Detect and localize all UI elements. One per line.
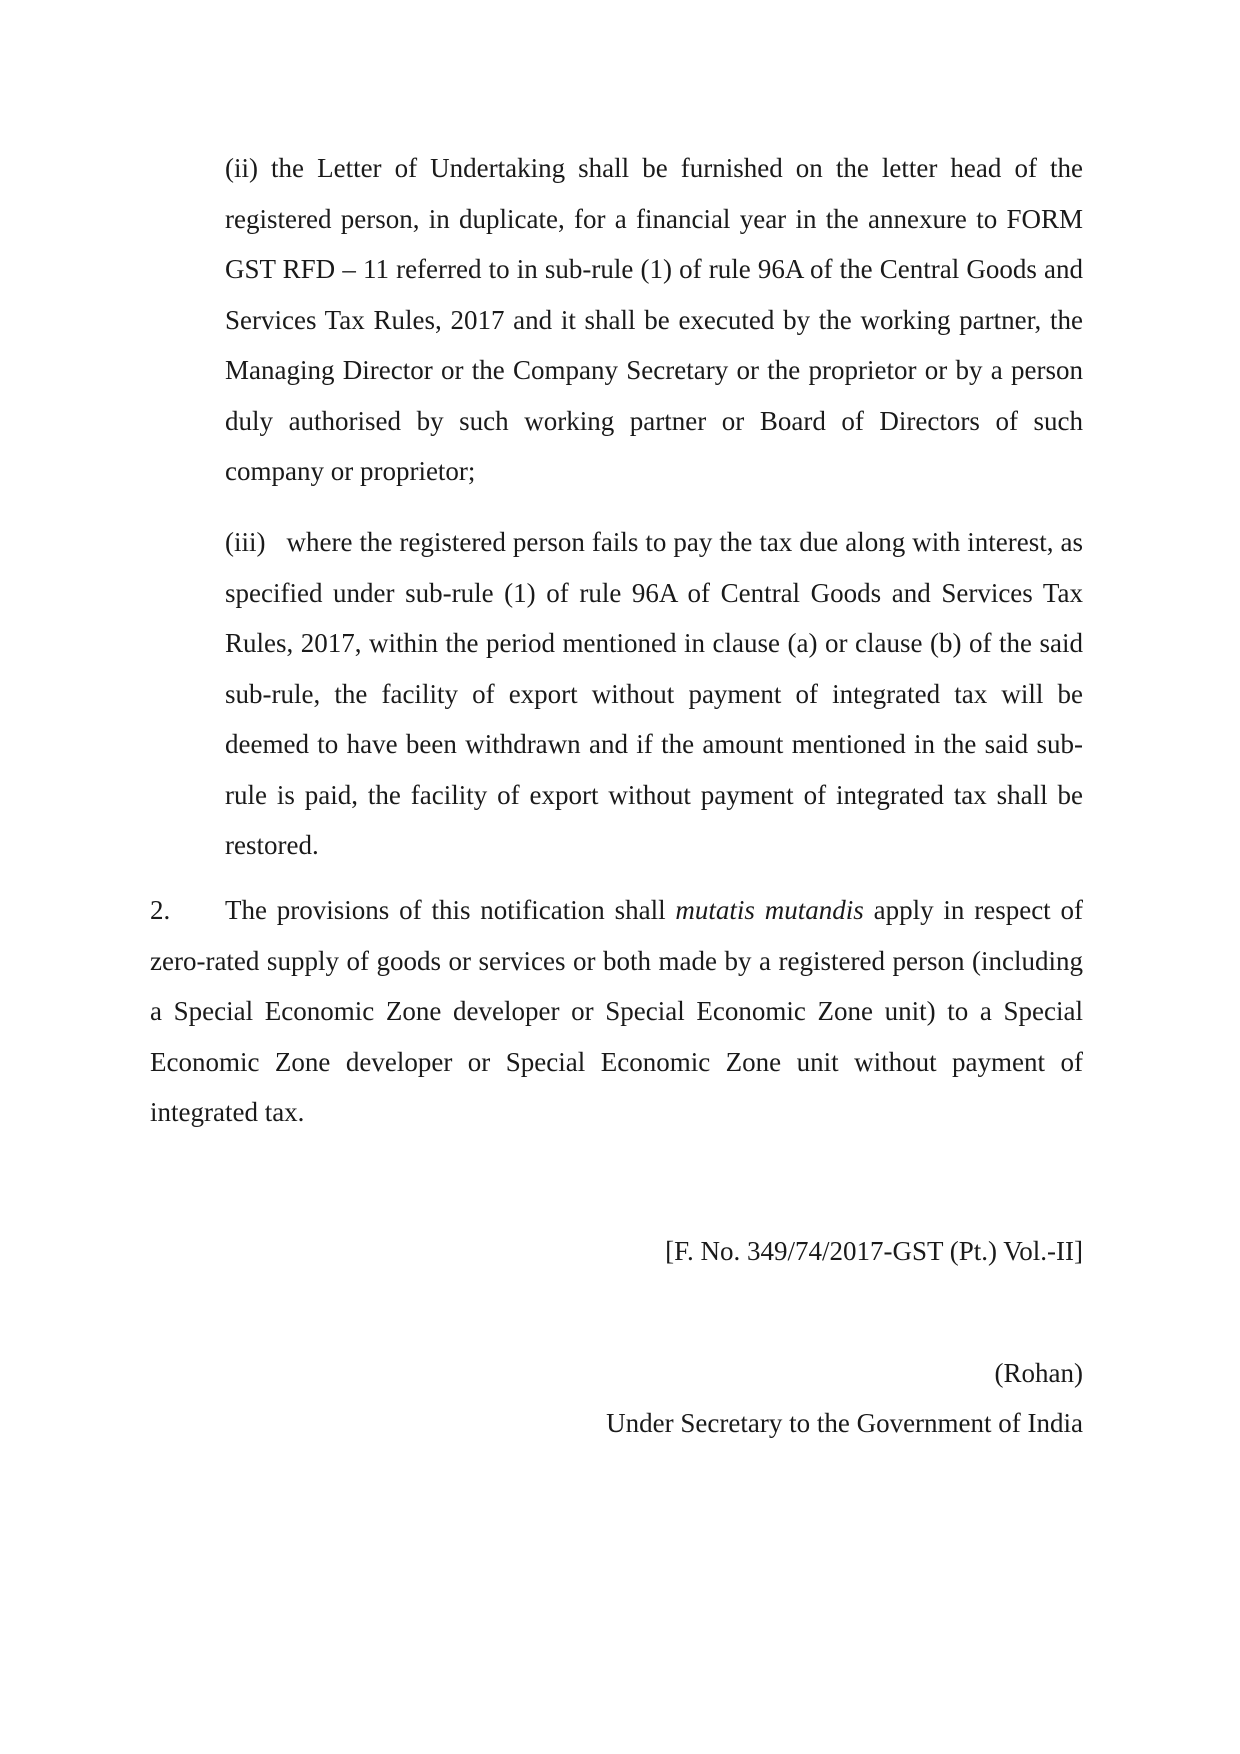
paragraph-2-text-after: apply in respect of zero-rated supply of goods or services or both made by a registered person (including a Special Economic Zone developer or Special Economic Zone unit) to a Special Economic Zone developer or Special Economic Zone unit without payment of integrated tax. <box>150 895 1083 1127</box>
signatory-name: (Rohan) <box>994 1358 1083 1388</box>
paragraph-2-italic-phrase: mutatis mutandis <box>675 895 864 925</box>
clause-ii: (ii) the Letter of Undertaking shall be furnished on the letter head of the registered person, in duplicate, for a financial year in the annexure to FORM GST RFD – 11 referred to in sub-rule (1) of rule 96A of the Central Goods and Services Tax Rules, 2017 and it shall be executed by the working partner, the Managing Director or the Company Secretary or the proprietor or by a person duly authorised by such working partner or Board of Directors of such company or proprietor; <box>225 153 1083 486</box>
file-reference: [F. No. 349/74/2017-GST (Pt.) Vol.-II] <box>665 1236 1083 1266</box>
paragraph-number: 2. <box>150 895 171 925</box>
clause-iii: (iii) where the registered person fails to pay the tax due along with interest, as specified under sub-rule (1) of rule 96A of Central Goods and Services Tax Rules, 2017, within the period mentioned in clause (a) or clause (b) of the said sub-rule, the facility of export without payment of integrated tax will be deemed to have been withdrawn and if the amount mentioned in the said sub-rule is paid, the facility of export without payment of integrated tax shall be restored. <box>225 527 1090 860</box>
paragraph-2 <box>150 885 1083 1138</box>
paragraph-2-text-before: The provisions of this notification shall <box>225 895 676 925</box>
signatory-designation: Under Secretary to the Government of India <box>606 1408 1083 1438</box>
